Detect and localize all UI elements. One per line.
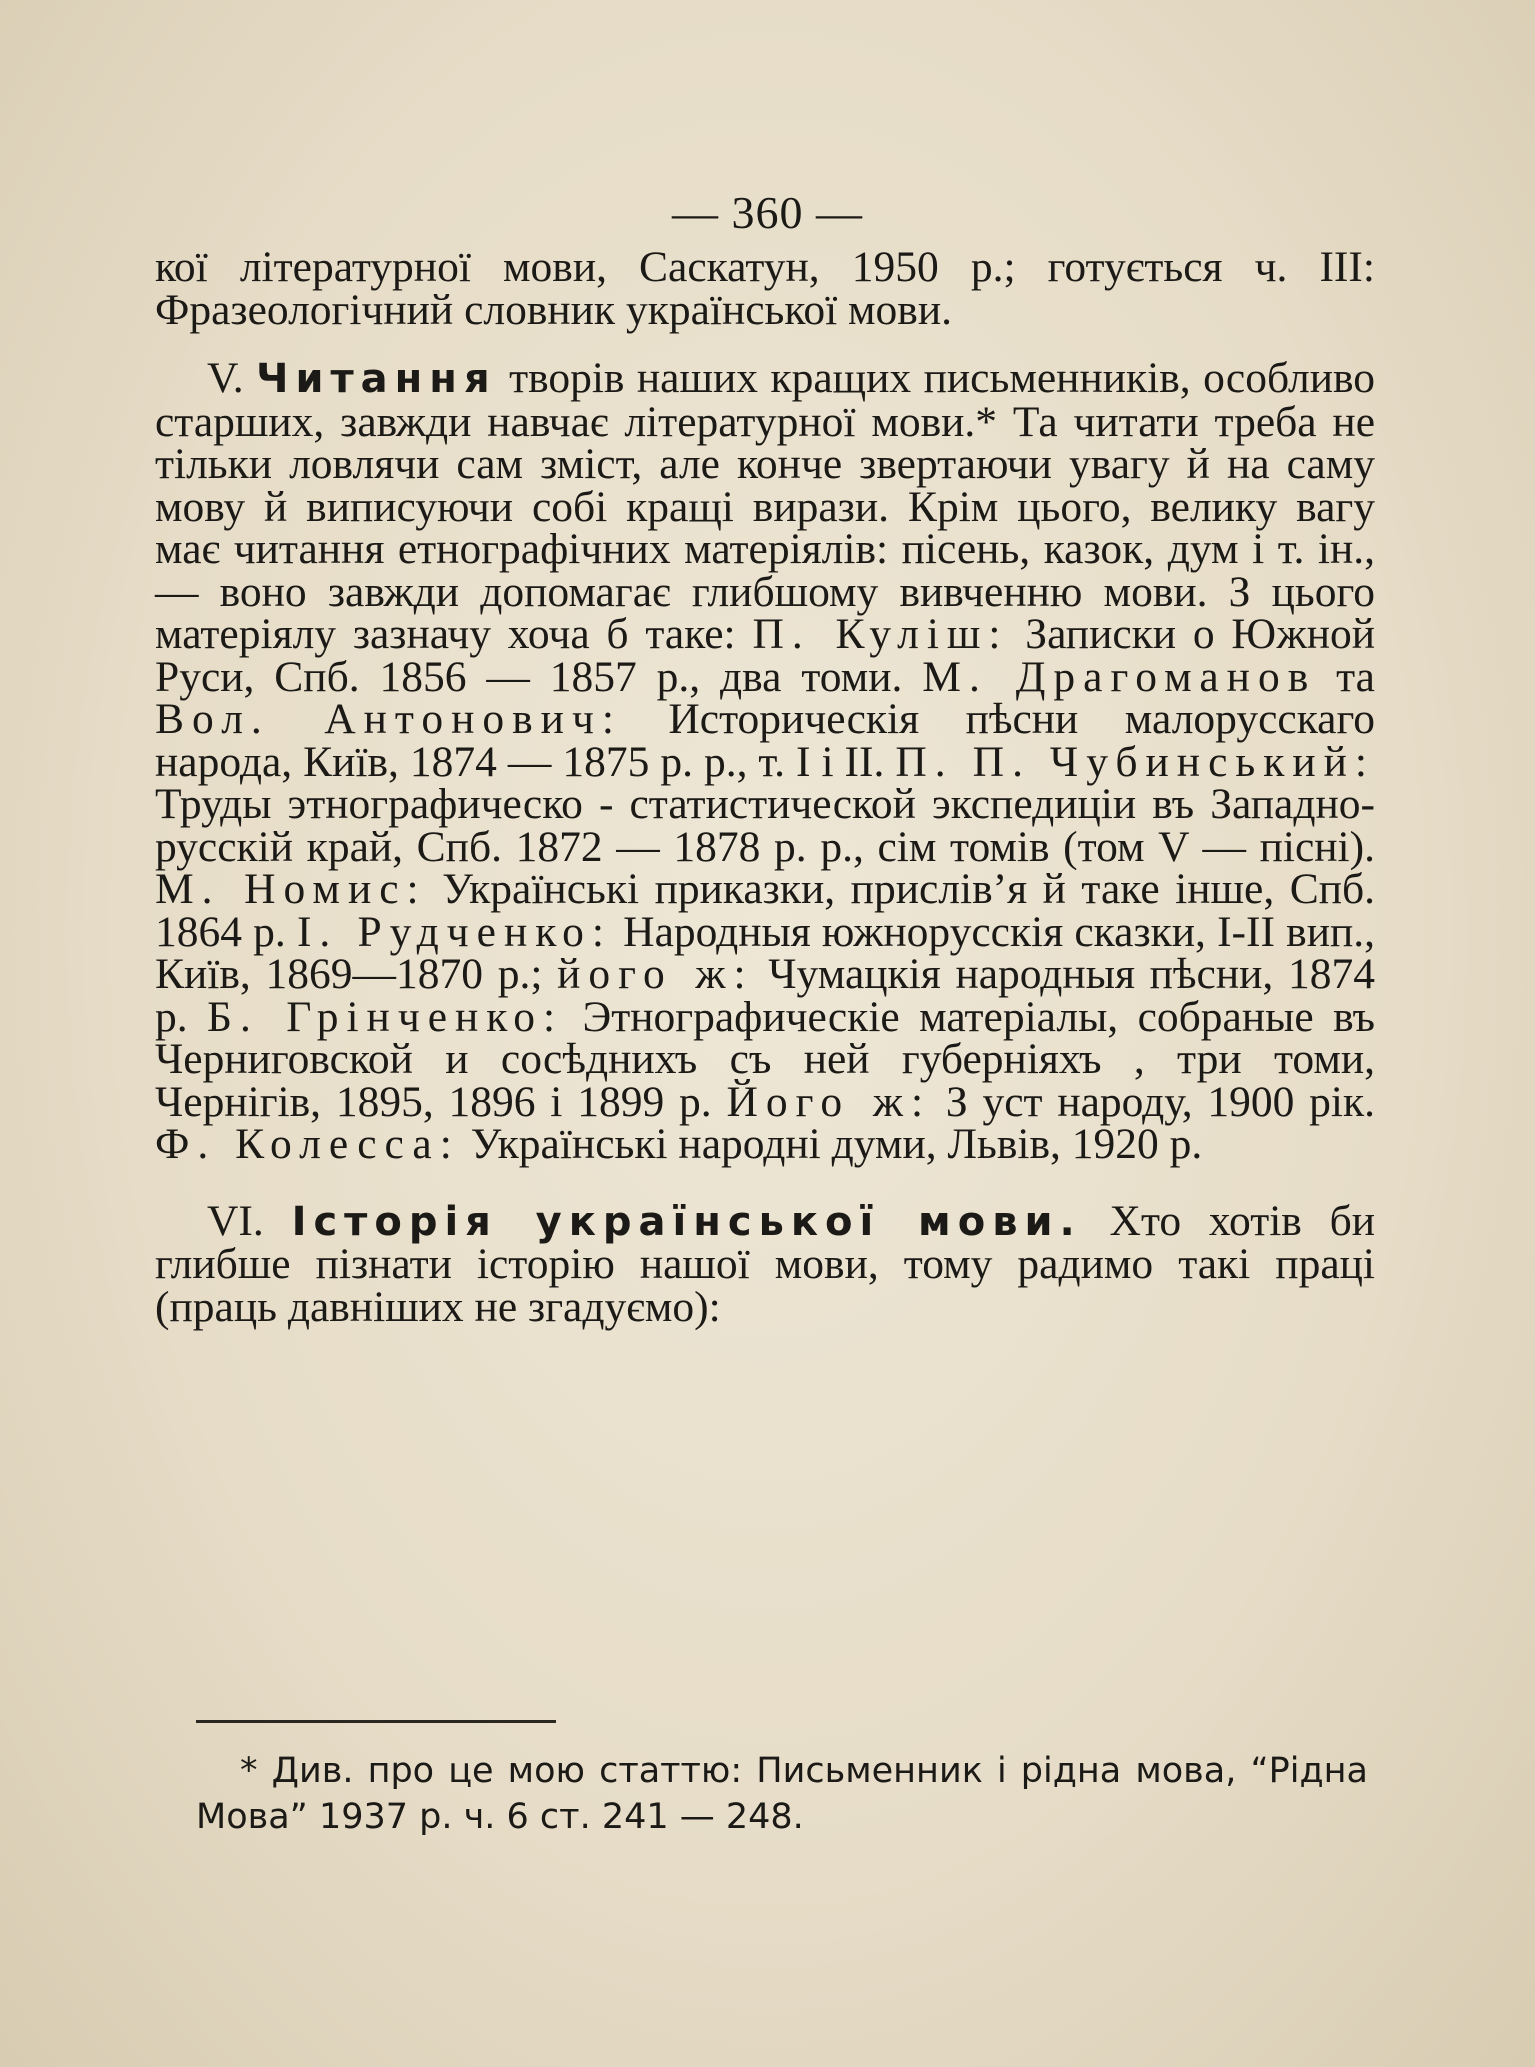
section-6-heading: Історія української мови.	[291, 1198, 1082, 1245]
footnote-text: Див. про це мою статтю: Письменник і рідна мова, “Рідна Мова” 1937 р. ч. 6 ст. 241 — 248.	[196, 1751, 1368, 1837]
ref-text: Этнографическіе матеріалы, собраные въ Черниговской и сосѣднихъ съ ней губерніяхъ , три томи, Чернігів, 1895, 1896 і 1899 р.	[155, 992, 1376, 1126]
footnote	[196, 1748, 1368, 1840]
ref-text: Українські приказки, прислів’я й таке інше, Спб. 1864 р.	[155, 865, 1376, 956]
footnote-marker: *	[240, 1751, 258, 1791]
section-5-paragraph	[155, 354, 1376, 1168]
ref-author: Його ж:	[726, 1077, 932, 1126]
ref-author: його ж:	[557, 950, 754, 998]
ref-text: Записки о Южной Руси, Спб. 1856 — 1857 р., два томи.	[155, 610, 1376, 701]
ref-text: Чумацкія народныя пѣсни, 1874 р.	[155, 950, 1376, 1041]
ref-author: М. Драгоманов	[922, 652, 1317, 701]
ref-author: П. Куліш:	[752, 610, 1009, 658]
section-6-body: Хто хотів би глибше пізнати історію нашої мови, тому радимо такі праці (праць давніших не згадуємо):	[155, 1196, 1376, 1331]
page-number: — 360 —	[672, 187, 863, 238]
ref-author: Вол. Антонович:	[155, 695, 622, 743]
ref-author: I. Рудченко:	[296, 907, 613, 956]
ref-text: Историческія пѣсни малорусскаго народа, Київ, 1874 — 1875 р. р., т. I і II.	[155, 695, 1375, 786]
ref-author: Б. Грінченко:	[207, 992, 564, 1041]
ref-text: З уст народу, 1900 рік.	[945, 1077, 1376, 1126]
footnote-paragraph	[196, 1748, 1368, 1840]
ref-text: Українські народні думи, Львів, 1920 р.	[470, 1120, 1203, 1168]
section-6-numeral: VI.	[207, 1196, 264, 1245]
ref-text: Труды этнографическо - статистической экспедиціи въ Западно-русскій край, Спб. 1872 — 1878 р. р., сім томів (том V — пісні).	[155, 780, 1375, 871]
section-5-numeral: V.	[207, 354, 244, 402]
ref-author: П. П. Чубинський:	[895, 737, 1375, 786]
ref-text: Народныя южнорусскія сказки, I-II вип., Київ, 1869—1870 р.;	[155, 907, 1376, 998]
section-5-heading: Читання	[256, 356, 497, 402]
footnote-divider	[196, 1720, 556, 1723]
ref-author: М. Номис:	[155, 865, 427, 913]
section-6-paragraph	[155, 1196, 1376, 1331]
ref-author: Ф. Колесса:	[155, 1120, 460, 1168]
main-text	[155, 243, 1376, 1331]
continuation-paragraph: кої літературної мови, Саскатун, 1950 р.; готується ч. III: Фразеологічний словник української мови.	[155, 243, 1375, 334]
section-5-body: творів наших кращих письменників, особливо старших, завжди навчає літературної мови.* Та читати треба не тільки ловлячи сам зміст, але конче звертаючи увагу й на саму мову й виписуючи собі кращі вирази. Крім цього, велику вагу має читання етнографічних матеріялів: пісень, казок, дум і т. ін., — воно завжди допомагає глибшому вивченню мови. З цього матеріялу зазначу хоча б таке:	[155, 354, 1376, 658]
ref-joiner: та	[1336, 652, 1375, 701]
